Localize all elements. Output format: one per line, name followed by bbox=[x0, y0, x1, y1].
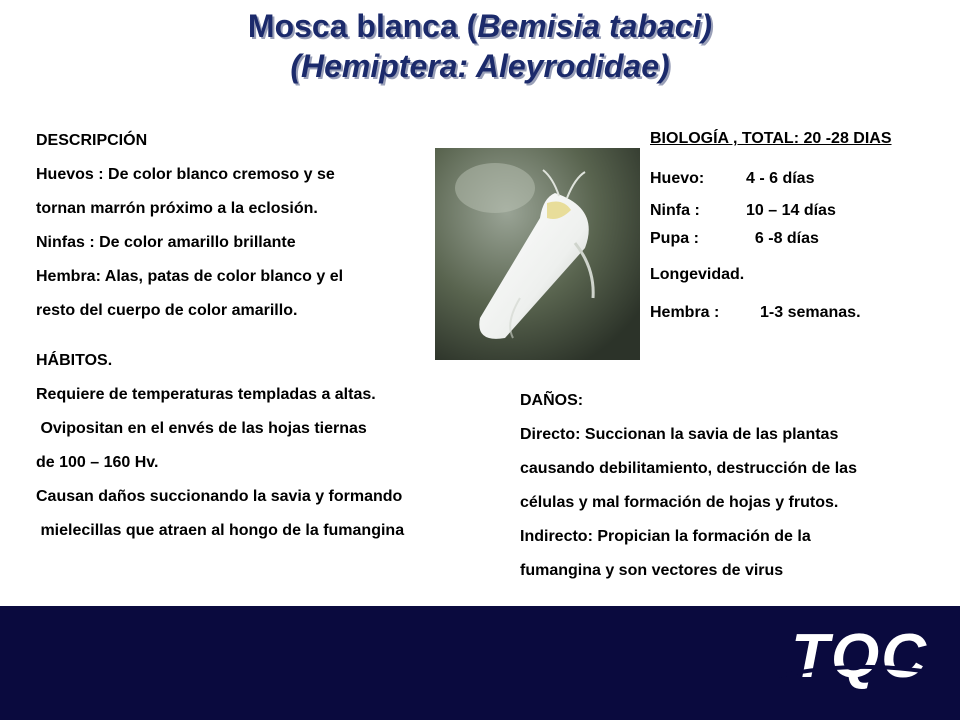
description-line: Hembra: Alas, patas de color blanco y el bbox=[36, 268, 344, 285]
description-line: Huevos : De color blanco cremoso y se bbox=[36, 166, 335, 183]
habits-section bbox=[36, 344, 404, 548]
title-line-1 bbox=[0, 6, 960, 46]
whitefly-illustration bbox=[435, 148, 640, 360]
description-heading: DESCRIPCIÓN bbox=[36, 132, 148, 149]
biology-value: 1-3 semanas. bbox=[760, 304, 861, 321]
biology-label: Huevo: bbox=[650, 170, 705, 187]
biology-value: 10 – 14 días bbox=[746, 202, 836, 219]
tqc-logo bbox=[791, 622, 928, 691]
whitefly-photo bbox=[435, 148, 640, 360]
damage-line: causando debilitamiento, destrucción de las bbox=[520, 460, 857, 477]
biology-label: Longevidad. bbox=[650, 266, 745, 283]
biology-value: 6 -8 días bbox=[746, 230, 819, 247]
habits-line: de 100 – 160 Hv. bbox=[36, 454, 159, 471]
biology-row-longevity bbox=[650, 266, 892, 284]
damage-section bbox=[520, 384, 857, 588]
habits-line: Requiere de temperaturas templadas a altas. bbox=[36, 386, 376, 403]
biology-section bbox=[650, 130, 892, 322]
description-section bbox=[36, 124, 343, 328]
damage-line: células y mal formación de hojas y frutos. bbox=[520, 494, 839, 511]
damage-line: Indirecto: Propician la formación de la bbox=[520, 528, 811, 545]
title-common-name: Mosca blanca ( bbox=[247, 8, 478, 44]
biology-value: 4 - 6 días bbox=[746, 170, 815, 187]
damage-heading: DAÑOS: bbox=[520, 392, 584, 409]
biology-label: Hembra : bbox=[650, 304, 720, 321]
damage-line: Directo: Succionan la savia de las plantas bbox=[520, 426, 839, 443]
title-species: Bemisia tabaci) bbox=[477, 8, 713, 44]
biology-row-nymph bbox=[650, 202, 892, 220]
biology-row-pupa bbox=[650, 230, 892, 248]
biology-heading: BIOLOGÍA , TOTAL: 20 -28 DIAS bbox=[650, 130, 892, 147]
logo-text: TQC bbox=[791, 622, 928, 691]
title-line-2: (Hemiptera: Aleyrodidae) bbox=[290, 48, 670, 84]
footer-bar bbox=[0, 606, 960, 720]
habits-heading: HÁBITOS. bbox=[36, 352, 113, 369]
logo-swoosh-icon bbox=[779, 662, 929, 682]
biology-label: Pupa : bbox=[650, 230, 699, 247]
description-line: tornan marrón próximo a la eclosión. bbox=[36, 200, 318, 217]
damage-line: fumangina y son vectores de virus bbox=[520, 562, 784, 579]
slide-title bbox=[0, 6, 960, 86]
description-line: resto del cuerpo de color amarillo. bbox=[36, 302, 298, 319]
biology-label: Ninfa : bbox=[650, 202, 700, 219]
description-line: Ninfas : De color amarillo brillante bbox=[36, 234, 296, 251]
habits-line: mielecillas que atraen al hongo de la fumangina bbox=[36, 522, 405, 539]
biology-row-female bbox=[650, 304, 892, 322]
biology-row-egg bbox=[650, 170, 892, 188]
habits-line: Ovipositan en el envés de las hojas tiernas bbox=[36, 420, 367, 437]
habits-line: Causan daños succionando la savia y formando bbox=[36, 488, 403, 505]
